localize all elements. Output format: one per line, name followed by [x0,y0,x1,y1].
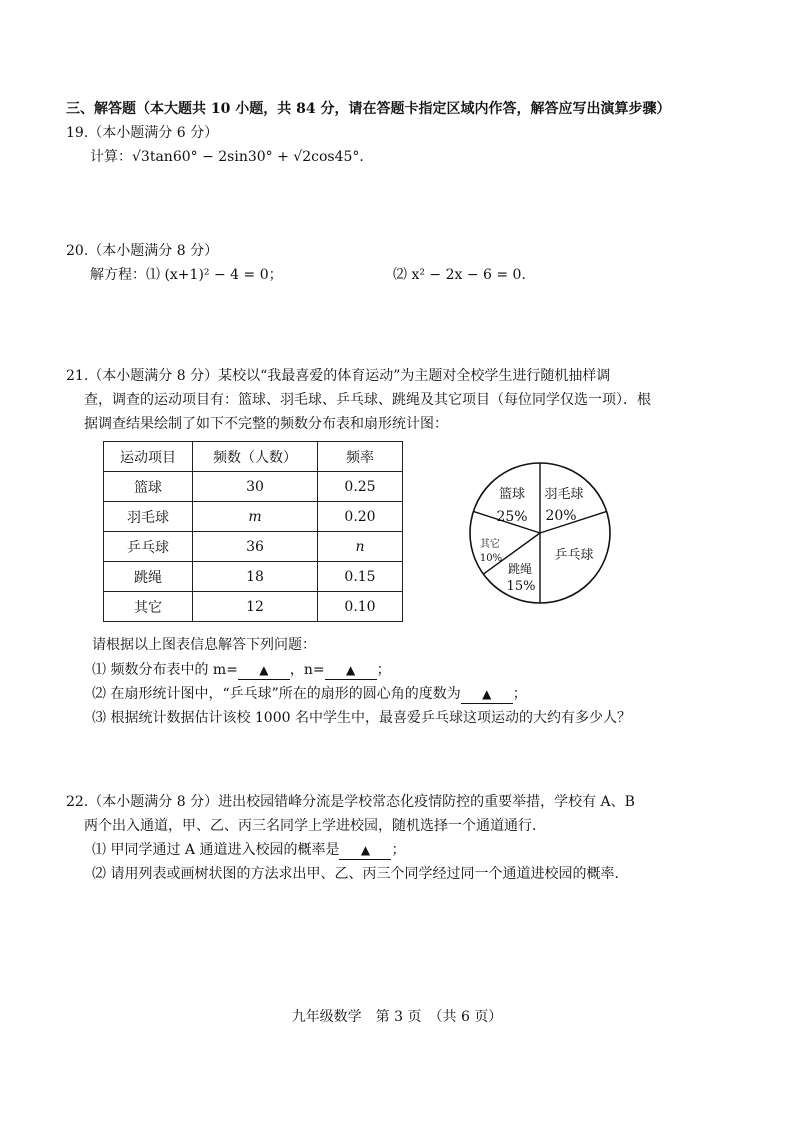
pie-chart [468,461,612,605]
blank-marker: ▲ [346,663,356,677]
q21-sub3: ⑶ 根据统计数据估计该校 1000 名中学生中，最喜爱乒乓球这项运动的大约有多少人？ [92,710,631,726]
table-cell: 12 [193,592,318,622]
slice-label-basketball: 篮球 [498,487,526,502]
q22-sub2: ⑵ 请用列表或画树状图的方法求出甲、乙、丙三个同学经过同一个通道进校园的概率． [92,866,629,882]
answer-blank-probability [339,841,391,860]
table-cell: 36 [193,532,318,562]
blank-marker: ▲ [259,663,269,677]
table-cell: 篮球 [104,472,193,502]
q20-header: 20.（本小题满分 8 分） [66,243,219,259]
q20-part1: ⑴ (x+1)² − 4 = 0； [146,267,283,283]
table-cell: 30 [193,472,318,502]
q19-header: 19.（本小题满分 6 分） [66,125,219,141]
slice-label-pingpong: 乒乓球 [554,548,594,563]
q21-sub1-text-a: ⑴ 频数分布表中的 m= [92,662,238,678]
q20-label: 解方程： [90,267,146,283]
answer-blank-n [325,661,377,680]
answer-blank-angle [461,685,513,704]
table-row [104,502,403,532]
table-cell: 羽毛球 [104,502,193,532]
blank-marker: ▲ [482,687,492,701]
table-row [104,472,403,502]
q20-part2: ⑵ x² − 2x − 6 = 0． [393,267,536,283]
slice-label-other: 其它 [480,539,500,550]
slice-value-badminton: 20% [545,508,577,524]
table-cell: 0.15 [318,562,403,592]
section-title: 三、解答题（本大题共 10 小题，共 84 分，请在答题卡指定区域内作答，解答应写出演算步骤） [66,101,671,117]
table-row [104,592,403,622]
answer-blank-m [238,661,290,680]
q21-sub1-text-b: ，n= [289,662,325,678]
table-cell: 其它 [104,592,193,622]
q19-label: 计算： [90,149,132,165]
blank-marker: ▲ [360,843,371,857]
q21-line3: 据调查结果绘制了如下不完整的频数分布表和扇形统计图： [84,416,448,432]
table-cell: 跳绳 [104,562,193,592]
q21-sub1-text-c: ； [376,662,391,678]
table-header-cell: 频率 [318,442,403,472]
q21-line2: 查，调查的运动项目有：篮球、羽毛球、乒乓球、跳绳及其它项目（每位同学仅选一项）．根 [84,392,651,408]
slice-value-rope: 15% [506,579,536,594]
q19-body [90,148,373,166]
table-row [104,562,403,592]
table-header-row [104,442,403,472]
slice-label-badminton: 羽毛球 [544,487,584,502]
table-cell: 0.10 [318,592,403,622]
q21-sub1 [92,661,391,680]
q19-expression: √3tan60° − 2sin30° + √2cos45°． [132,149,374,165]
table-cell: 18 [193,562,318,592]
q21-sub2 [92,685,527,704]
frequency-table [103,441,403,622]
table-row [104,532,403,562]
q22-sub1-text-b: ； [391,842,406,858]
q21-line1: 21.（本小题满分 8 分）某校以“我最喜爱的体育运动”为主题对全校学生进行随机抽样调 [66,368,611,384]
q21-sub2-text-b: ； [512,686,527,702]
q22-line2: 两个出入通道，甲、乙、丙三名同学上学进校园，随机选择一个通道通行． [84,818,546,834]
q21-prompt: 请根据以上图表信息解答下列问题： [92,637,316,653]
table-cell: n [318,532,403,562]
table-cell: 乒乓球 [104,532,193,562]
page-footer: 九年级数学 第 3 页 （共 6 页） [291,1009,503,1025]
q22-sub1-text-a: ⑴ 甲同学通过 A 通道进入校园的概率是 [92,842,340,858]
table-cell: 0.25 [318,472,403,502]
q21-sub2-text-a: ⑵ 在扇形统计图中，“乒乓球”所在的扇形的圆心角的度数为 [92,686,461,702]
q20-body [90,266,283,284]
table-cell: 0.20 [318,502,403,532]
table-cell: m [193,502,318,532]
table-header-cell: 运动项目 [104,442,193,472]
table-header-cell: 频数（人数） [193,442,318,472]
q22-line1: 22.（本小题满分 8 分）进出校园错峰分流是学校常态化疫情防控的重要举措，学校有 A、B [66,794,635,810]
slice-label-rope: 跳绳 [507,562,533,576]
q22-sub1 [92,841,405,860]
slice-value-other: 10% [479,553,503,564]
slice-value-basketball: 25% [496,509,528,525]
